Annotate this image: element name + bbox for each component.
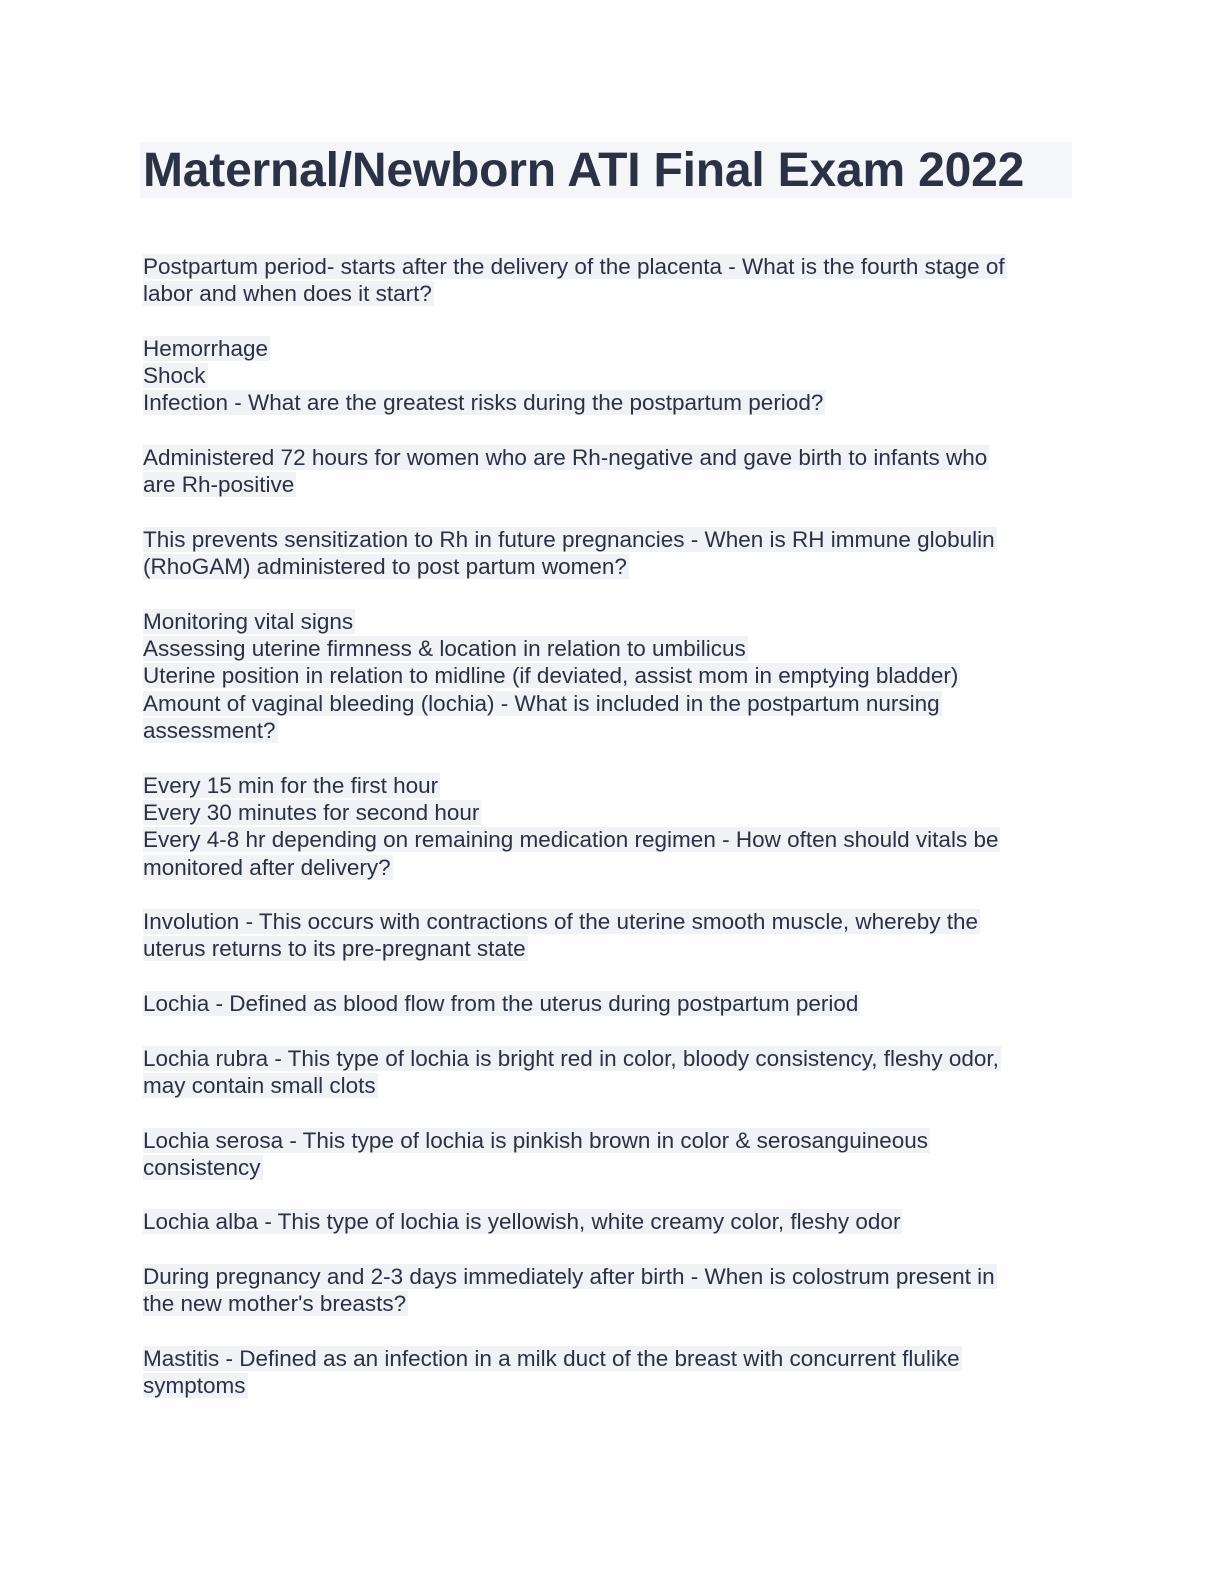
flashcard-line bbox=[143, 1263, 1083, 1290]
flashcard-line bbox=[143, 280, 1083, 307]
flashcard-line bbox=[143, 854, 1083, 881]
flashcard-line bbox=[143, 389, 1083, 416]
flashcard-entry bbox=[143, 1345, 1083, 1400]
flashcard-line bbox=[143, 553, 1083, 580]
flashcard-line-text: uterus returns to its pre-pregnant state bbox=[143, 936, 526, 962]
flashcard-line-text: Mastitis - Defined as an infection in a milk duct of the breast with concurrent flulike bbox=[143, 1345, 960, 1371]
flashcard-line-text: may contain small clots bbox=[143, 1072, 376, 1098]
flashcard-line-text: labor and when does it start? bbox=[143, 281, 432, 307]
flashcard-line bbox=[143, 690, 1083, 717]
flashcard-entry bbox=[143, 335, 1083, 417]
flashcard-line bbox=[143, 635, 1083, 662]
flashcard-line-text: consistency bbox=[143, 1154, 261, 1180]
flashcard-line-text: are Rh-positive bbox=[143, 472, 295, 498]
flashcard-line-text: Lochia serosa - This type of lochia is pinkish brown in color & serosanguineous bbox=[143, 1127, 929, 1153]
flashcard-line-text: Postpartum period- starts after the delivery of the placenta - What is the fourth stage of bbox=[143, 254, 1005, 279]
flashcard-line bbox=[143, 335, 1083, 362]
flashcard-line bbox=[143, 935, 1083, 962]
flashcard-entry bbox=[143, 1127, 1083, 1182]
flashcard-line-text: Administered 72 hours for women who are Rh-negative and gave birth to infants who bbox=[143, 445, 988, 471]
flashcard-entry bbox=[143, 444, 1083, 499]
flashcard-line bbox=[143, 826, 1083, 853]
flashcard-list bbox=[143, 253, 1083, 1427]
flashcard-entry bbox=[143, 1045, 1083, 1100]
flashcard-entry bbox=[143, 526, 1083, 581]
flashcard-line bbox=[143, 1372, 1083, 1399]
flashcard-line bbox=[143, 1154, 1083, 1181]
flashcard-line-text: During pregnancy and 2-3 days immediately after birth - When is colostrum present in bbox=[143, 1263, 995, 1289]
flashcard-line-text: Every 15 min for the first hour bbox=[143, 772, 439, 798]
flashcard-line-text: the new mother's breasts? bbox=[143, 1291, 407, 1317]
flashcard-line-text: Assessing uterine firmness & location in relation to umbilicus bbox=[143, 636, 746, 662]
flashcard-line bbox=[143, 1290, 1083, 1317]
title-banner bbox=[140, 142, 1072, 198]
flashcard-line bbox=[143, 362, 1083, 389]
flashcard-entry bbox=[143, 990, 1083, 1017]
flashcard-line-text: Shock bbox=[143, 363, 206, 389]
flashcard-line-text: symptoms bbox=[143, 1373, 246, 1399]
flashcard-line bbox=[143, 444, 1083, 471]
flashcard-line-text: Uterine position in relation to midline (if deviated, assist mom in emptying bladder) bbox=[143, 663, 959, 689]
flashcard-line-text: Hemorrhage bbox=[143, 335, 269, 361]
flashcard-line bbox=[143, 526, 1083, 553]
flashcard-line bbox=[143, 799, 1083, 826]
document-title: Maternal/Newborn ATI Final Exam 2022 bbox=[143, 144, 1025, 197]
flashcard-line bbox=[143, 1045, 1083, 1072]
flashcard-entry bbox=[143, 608, 1083, 744]
flashcard-line bbox=[143, 1208, 1083, 1235]
flashcard-line-text: Amount of vaginal bleeding (lochia) - What is included in the postpartum nursing bbox=[143, 690, 940, 716]
flashcard-line-text: (RhoGAM) administered to post partum women? bbox=[143, 554, 627, 580]
flashcard-line-text: assessment? bbox=[143, 718, 276, 744]
flashcard-line bbox=[143, 253, 1083, 280]
flashcard-line bbox=[143, 772, 1083, 799]
flashcard-entry bbox=[143, 253, 1083, 308]
flashcard-line bbox=[143, 717, 1083, 744]
flashcard-entry bbox=[143, 908, 1083, 963]
flashcard-entry bbox=[143, 1208, 1083, 1235]
flashcard-line bbox=[143, 1345, 1083, 1372]
flashcard-line-text: Lochia rubra - This type of lochia is bright red in color, bloody consistency, fleshy odor, bbox=[143, 1045, 999, 1071]
flashcard-line-text: Infection - What are the greatest risks during the postpartum period? bbox=[143, 390, 824, 416]
flashcard-line-text: Every 30 minutes for second hour bbox=[143, 799, 480, 825]
flashcard-entry bbox=[143, 1263, 1083, 1318]
flashcard-line-text: This prevents sensitization to Rh in future pregnancies - When is RH immune globulin bbox=[143, 526, 995, 552]
flashcard-line bbox=[143, 1072, 1083, 1099]
flashcard-line-text: monitored after delivery? bbox=[143, 854, 391, 880]
flashcard-line bbox=[143, 908, 1083, 935]
flashcard-line bbox=[143, 990, 1083, 1017]
flashcard-line-text: Involution - This occurs with contractions of the uterine smooth muscle, whereby the bbox=[143, 909, 978, 935]
flashcard-entry bbox=[143, 772, 1083, 881]
flashcard-line bbox=[143, 1127, 1083, 1154]
flashcard-line bbox=[143, 608, 1083, 635]
flashcard-line-text: Every 4-8 hr depending on remaining medication regimen - How often should vitals be bbox=[143, 827, 999, 853]
flashcard-line-text: Lochia alba - This type of lochia is yellowish, white creamy color, fleshy odor bbox=[143, 1209, 901, 1235]
flashcard-line-text: Lochia - Defined as blood flow from the uterus during postpartum period bbox=[143, 991, 859, 1017]
flashcard-line bbox=[143, 471, 1083, 498]
flashcard-line-text: Monitoring vital signs bbox=[143, 608, 354, 634]
flashcard-line bbox=[143, 662, 1083, 689]
